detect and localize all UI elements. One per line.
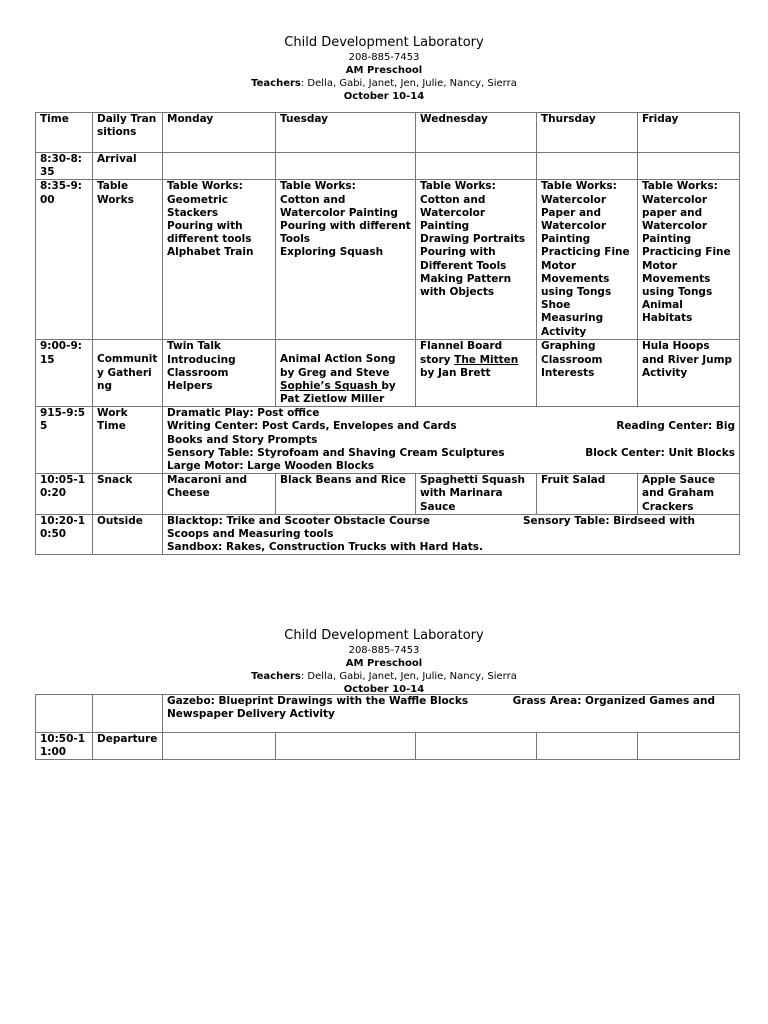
schedule-table-continued [35, 694, 740, 760]
friday-cell [638, 180, 740, 340]
table-row [36, 340, 740, 407]
activity-line: Practicing Fine Motor Movements using Tongs [642, 246, 731, 299]
book-title: The Mitten [454, 353, 519, 366]
teachers-line [0, 670, 768, 683]
wednesday-cell [416, 340, 537, 407]
activity-line: Scoops and Measuring tools [167, 528, 334, 541]
sensory-table: Sensory Table: Birdseed with [522, 514, 695, 527]
activity-line: Shoe Measuring Activity [541, 299, 604, 338]
monday-cell: Macaroni and Cheese [163, 474, 276, 515]
cell [416, 153, 537, 180]
time-cell: 8:30-8:35 [36, 153, 93, 180]
activity-line: Table Works: [280, 180, 356, 193]
col-header: Wednesday [416, 113, 537, 153]
time-cell: 9:00-9:15 [36, 340, 93, 407]
time-cell: 10:20-10:50 [36, 514, 93, 555]
time-cell: 915-9:55 [36, 407, 93, 474]
phone-number: 208-885-7453 [348, 645, 420, 656]
cell [163, 153, 276, 180]
activity-line: Pouring with different Tools [280, 220, 411, 246]
table-row [36, 733, 740, 760]
wednesday-cell: Spaghetti Squash with Marinara Sauce [416, 474, 537, 515]
table-header-row [36, 113, 740, 153]
activity-line: Large Motor: Large Wooden Blocks [167, 460, 375, 473]
cell [163, 733, 276, 760]
cell [416, 733, 537, 760]
program-name: AM Preschool [345, 65, 423, 76]
activity-line [167, 515, 735, 528]
activity-text: by Pat Zietlow Miller [280, 379, 396, 406]
cell [638, 733, 740, 760]
activity-line: Books and Story Prompts [167, 433, 318, 446]
activity-line: Table Works: [420, 180, 496, 193]
outside-cell [163, 514, 740, 555]
transition-cell: Arrival [93, 153, 163, 180]
activity-line: Watercolor Paper and Watercolor Painting [541, 193, 607, 246]
thursday-cell: Graphing Classroom Interests [537, 340, 638, 407]
cell [537, 733, 638, 760]
sensory-table: Sensory Table: Styrofoam and Shaving Cream Sculptures [167, 446, 505, 459]
lab-title: Child Development Laboratory [284, 628, 484, 643]
activity-line: Sandbox: Rakes, Construction Trucks with Hard Hats. [167, 541, 483, 554]
activity-line: Making Pattern with Objects [420, 272, 512, 299]
activity-line: Geometric Stackers [167, 193, 229, 219]
cell [276, 153, 416, 180]
cell [93, 695, 163, 733]
page-header [0, 34, 768, 103]
cell [537, 153, 638, 180]
date-range: October 10-14 [343, 684, 425, 695]
activity-line: Dramatic Play: Post office [167, 407, 320, 420]
transition-cell: Snack [93, 474, 163, 515]
activity-line [167, 447, 735, 460]
activity-line: Table Works: [642, 180, 718, 193]
activity-line: Animal Habitats [642, 299, 693, 325]
date-range: October 10-14 [343, 91, 425, 102]
col-header: Tuesday [276, 113, 416, 153]
activity-line [167, 420, 735, 433]
thursday-cell [537, 180, 638, 340]
writing-center: Writing Center: Post Cards, Envelopes and Cards [167, 420, 457, 433]
table-row [36, 407, 740, 474]
monday-cell: Twin Talk Introducing Classroom Helpers [163, 340, 276, 407]
activity-line: Newspaper Delivery Activity [167, 708, 335, 721]
book-title: Sophie’s Squash [280, 379, 382, 392]
activity-line: Exploring Squash [280, 246, 384, 259]
teachers-list: : Della, Gabi, Janet, Jen, Julie, Nancy, Sierra [300, 671, 517, 682]
activity-line: Pouring with Different Tools [420, 246, 507, 272]
activity-line [167, 695, 735, 708]
col-header: Daily Transitions [93, 113, 163, 153]
cell [36, 695, 93, 733]
transition-cell: Work Time [93, 407, 163, 474]
page-header [0, 627, 768, 696]
cell [638, 153, 740, 180]
table-row [36, 153, 740, 180]
teachers-label: Teachers [251, 78, 301, 89]
table-row [36, 180, 740, 340]
activity-line: Practicing Fine Motor Movements using Tongs [541, 246, 630, 299]
col-header: Friday [638, 113, 740, 153]
transition-cell: Departure [93, 733, 163, 760]
phone-number: 208-885-7453 [348, 52, 420, 63]
friday-cell: Apple Sauce and Graham Crackers [638, 474, 740, 515]
activity-line: Drawing Portraits [420, 233, 526, 246]
activity-line: Pouring with different tools [167, 220, 252, 246]
grass-area: Grass Area: Organized Games and [512, 695, 715, 707]
time-cell: 10:50-11:00 [36, 733, 93, 760]
col-header: Time [36, 113, 93, 153]
program-name: AM Preschool [345, 658, 423, 669]
tuesday-cell: Black Beans and Rice [276, 474, 416, 515]
table-row [36, 474, 740, 515]
activity-line: Cotton and Watercolor Painting [420, 193, 486, 233]
thursday-cell: Fruit Salad [537, 474, 638, 515]
activity-text: Animal Action Song by Greg and Steve [280, 353, 396, 379]
activity-text: by Jan Brett [420, 366, 491, 379]
block-center: Block Center: Unit Blocks [585, 446, 735, 459]
wednesday-cell [416, 180, 537, 340]
teachers-line [0, 77, 768, 90]
teachers-label: Teachers [251, 671, 301, 682]
activity-line: Watercolor paper and Watercolor Painting [642, 193, 708, 246]
schedule-table [35, 112, 740, 555]
transition-label: Community Gathering [97, 353, 158, 392]
activity-line: Table Works: [167, 180, 243, 193]
activity-text: Flannel Board story [420, 340, 503, 366]
activity-line: Table Works: [541, 180, 617, 193]
transition-cell: Table Works [93, 180, 163, 340]
teachers-list: : Della, Gabi, Janet, Jen, Julie, Nancy, Sierra [300, 78, 517, 89]
friday-cell: Hula Hoops and River Jump Activity [638, 340, 740, 407]
gazebo: Gazebo: Blueprint Drawings with the Waffle Blocks [167, 695, 469, 707]
blacktop: Blacktop: Trike and Scooter Obstacle Course [167, 514, 431, 527]
activity-line: Alphabet Train [167, 246, 254, 259]
time-cell: 8:35-9:00 [36, 180, 93, 340]
monday-cell [163, 180, 276, 340]
outside-cell [163, 695, 740, 733]
cell [276, 733, 416, 760]
tuesday-cell [276, 340, 416, 407]
time-cell: 10:05-10:20 [36, 474, 93, 515]
work-time-cell [163, 407, 740, 474]
table-row [36, 514, 740, 555]
reading-center: Reading Center: Big [616, 420, 735, 433]
activity-line: Cotton and Watercolor Painting [280, 193, 398, 219]
col-header: Monday [163, 113, 276, 153]
tuesday-cell [276, 180, 416, 340]
table-row [36, 695, 740, 733]
transition-cell [93, 340, 163, 407]
lab-title: Child Development Laboratory [284, 35, 484, 50]
col-header: Thursday [537, 113, 638, 153]
transition-cell: Outside [93, 514, 163, 555]
